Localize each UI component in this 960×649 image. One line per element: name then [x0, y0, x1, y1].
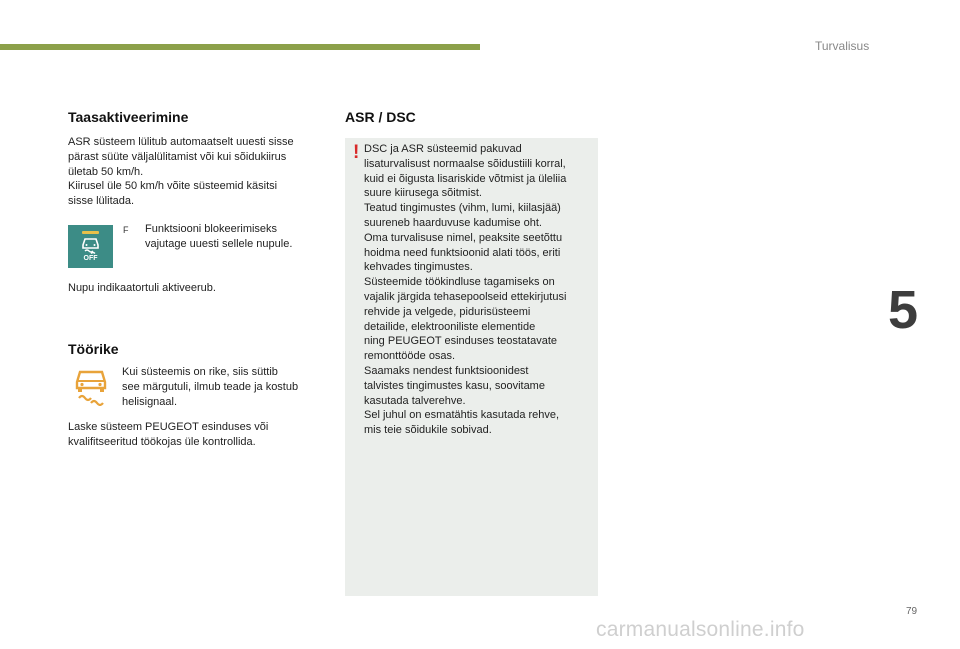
asr-dsc-box-text: DSC ja ASR süsteemid pakuvad lisaturvalisust normaalse sõidustiili korral, kuid ei õigusta lisariskide võtmist ja üleliia suure kiirusega sõitmist. Teatud tingimustes (vihm, lumi, kiilasjää) suureneb haarduvuse kadumise oht. Oma turvalisuse nimel, peaksite seetõttu hoidma need funktsioonid alati töös, eriti kehvades tingimustes. Süsteemide töökindluse tagamiseks on vajalik järgida tehasepoolseid ettekirjutusi rehvide ja velgede, pidurisüsteemi detailide, elektrooniliste elementide ning PEUGEOT esinduses teostatavate remonttööde osas. Saamaks nendest funktsioonidest talvistes tingimustes kasu, soovitame kasutada talverehve. Sel juhul on esmatähtis kasutada rehve, mis teie sõidukile sobivad.	[364, 143, 567, 437]
reactivation-intro: ASR süsteem lülitub automaatselt uuesti sisse pärast süüte väljalülitamist või kui sõidukiirus ületab 50 km/h. Kiirusel üle 50 km/h võite süsteemid käsitsi sisse lülitada.	[68, 136, 294, 208]
reactivation-heading: Taasaktiveerimine	[68, 109, 189, 125]
reactivation-result: Nupu indikaatortuli aktiveerub.	[68, 282, 216, 294]
skid-warning-lamp-icon	[74, 368, 108, 406]
reactivation-instruction: Funktsiooni blokeerimiseks vajutage uuesti sellele nupule.	[145, 223, 293, 250]
warning-exclamation-icon: !	[353, 142, 360, 163]
chapter-number: 5	[888, 280, 919, 340]
asr-off-button-icon: OFF	[68, 225, 113, 268]
header-accent-bar	[0, 44, 480, 50]
bullet-arrow-icon: F	[123, 225, 129, 235]
fault-advice: Laske süsteem PEUGEOT esinduses või kvalifitseeritud töökojas üle kontrollida.	[68, 421, 269, 448]
section-title: Turvalisus	[815, 39, 870, 53]
fault-description: Kui süsteemis on rike, siis süttib see märgutuli, ilmub teade ja kostub helisignaal.	[122, 366, 299, 408]
fault-heading: Töörike	[68, 341, 119, 357]
asr-dsc-heading: ASR / DSC	[345, 109, 416, 125]
skid-car-icon	[81, 237, 100, 255]
site-watermark: carmanualsonline.info	[596, 618, 805, 641]
page-number: 79	[906, 606, 918, 617]
